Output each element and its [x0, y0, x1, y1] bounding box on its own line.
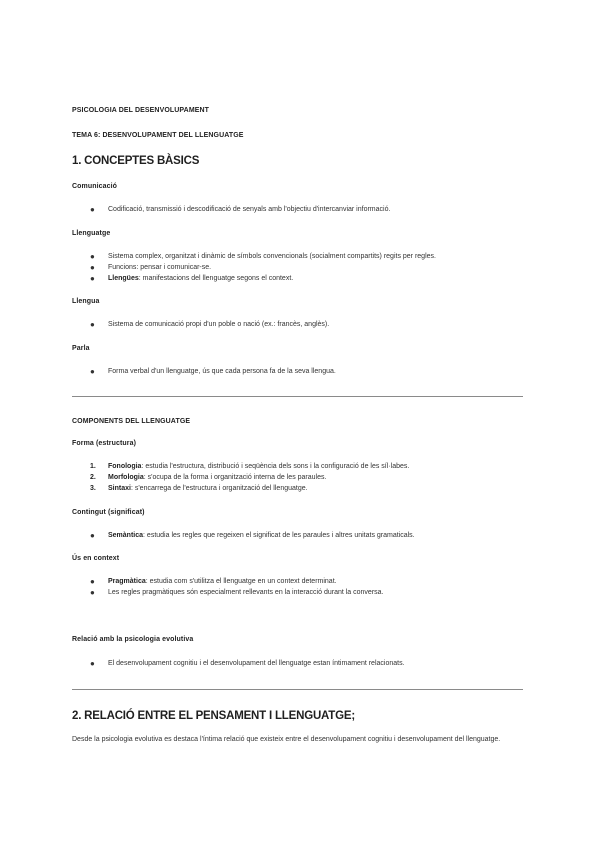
- heading-llenguatge: Llenguatge: [72, 230, 111, 237]
- list-item: Funcions: pensar i comunicar-se.: [108, 264, 212, 271]
- list-item: Pragmàtica: estudia com s'utilitza el llenguatge en un context determinat.: [108, 578, 337, 585]
- list-item: Fonologia: estudia l'estructura, distribució i seqüència dels sons i la configuració de les síl·labes.: [108, 463, 410, 470]
- list-item: Llengües: manifestacions del llenguatge segons el context.: [108, 275, 294, 282]
- section-2-title: 2. RELACIÓ ENTRE EL PENSAMENT I LLENGUATGE;: [72, 710, 355, 722]
- list-item: Les regles pragmàtiques són especialment rellevants en la interacció durant la conversa.: [108, 589, 384, 596]
- section-1-title: 1. CONCEPTES BÀSICS: [72, 155, 200, 167]
- heading-contingut: Contingut (significat): [72, 509, 145, 516]
- heading-comunicacio: Comunicació: [72, 183, 118, 190]
- bullet-icon: ●: [90, 588, 95, 597]
- list-item: Sistema complex, organitzat i dinàmic de símbols convencionals (socialment compartits) regits per regles.: [108, 253, 436, 260]
- course-title: PSICOLOGIA DEL DESENVOLUPAMENT: [72, 107, 210, 114]
- section-2-paragraph: Desde la psicologia evolutiva es destaca l'íntima relació que existeix entre el desenvolupament cognitiu i desenvolupament del llenguatge.: [72, 736, 501, 743]
- topic-title: TEMA 6: DESENVOLUPAMENT DEL LLENGUATGE: [72, 132, 244, 139]
- bullet-icon: ●: [90, 252, 95, 261]
- divider: [72, 689, 523, 690]
- bullet-icon: ●: [90, 320, 95, 329]
- bullet-icon: ●: [90, 577, 95, 586]
- components-title: COMPONENTS DEL LLENGUATGE: [72, 418, 191, 425]
- list-item: Semàntica: estudia les regles que regeixen el significat de les paraules i altres unitats gramaticals.: [108, 532, 415, 539]
- bullet-icon: ●: [90, 659, 95, 668]
- heading-us-en-context: Ús en context: [72, 555, 120, 562]
- list-number: 2.: [90, 474, 96, 481]
- list-item: Codificació, transmissió i descodificació de senyals amb l'objectiu d'intercanviar informació.: [108, 206, 391, 213]
- list-item: Sintaxi: s'encarrega de l'estructura i organització del llenguatge.: [108, 485, 308, 492]
- bullet-icon: ●: [90, 205, 95, 214]
- bullet-icon: ●: [90, 367, 95, 376]
- divider: [72, 396, 523, 397]
- list-item: Sistema de comunicació propi d'un poble o nació (ex.: francès, anglès).: [108, 321, 330, 328]
- heading-relacio: Relació amb la psicologia evolutiva: [72, 636, 194, 643]
- bullet-icon: ●: [90, 263, 95, 272]
- list-item: Forma verbal d'un llenguatge, ús que cada persona fa de la seva llengua.: [108, 368, 336, 375]
- list-number: 3.: [90, 485, 96, 492]
- heading-forma: Forma (estructura): [72, 440, 137, 447]
- list-number: 1.: [90, 463, 96, 470]
- list-item: Morfologia: s'ocupa de la forma i organització interna de les paraules.: [108, 474, 327, 481]
- bullet-icon: ●: [90, 274, 95, 283]
- heading-llengua: Llengua: [72, 298, 100, 305]
- heading-parla: Parla: [72, 345, 90, 352]
- list-item: El desenvolupament cognitiu i el desenvolupament del llenguatge estan íntimament relacionats.: [108, 660, 405, 667]
- bullet-icon: ●: [90, 531, 95, 540]
